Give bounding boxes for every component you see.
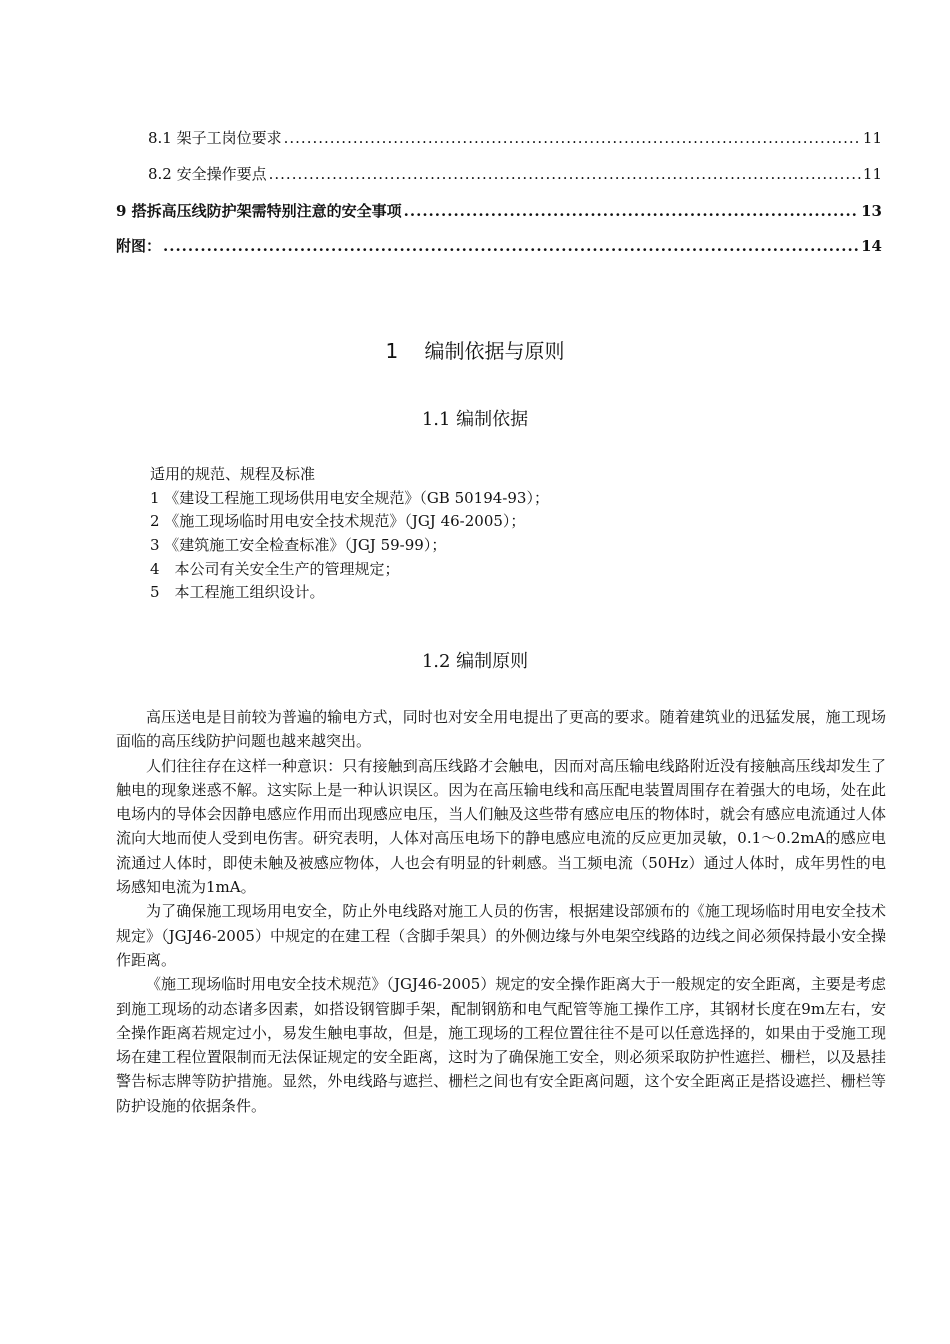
toc-entry-label: 8.2 安全操作要点 <box>148 165 267 183</box>
toc-leader-dots <box>163 236 859 256</box>
list-item: 4 本公司有关安全生产的管理规定； <box>150 559 400 578</box>
toc-entry-page: 11 <box>862 129 882 147</box>
paragraph: 为了确保施工现场用电安全，防止外电线路对施工人员的伤害，根据建设部颁布的《施工现场临时用电安全技术规定》（JGJ46-2005）中规定的在建工程（含脚手架具）的外侧边缘与外电架空线路的边线之间必须保持最小安全操作距离。 <box>116 902 886 969</box>
toc-leader-dots <box>269 164 861 184</box>
toc-entry-page: 14 <box>861 237 882 255</box>
subsection-heading-principles: 1.2 编制原则 <box>421 651 529 672</box>
section-heading: 1 编制依据与原则 <box>385 339 565 363</box>
toc-entry-label: 9 搭拆高压线防护架需特别注意的安全事项 <box>116 202 402 220</box>
toc-entry-page: 11 <box>862 165 882 183</box>
toc-leader-dots <box>284 128 861 148</box>
list-item: 1 《建设工程施工现场供用电安全规范》（GB 50194-93）； <box>150 488 549 507</box>
list-item: 2 《施工现场临时用电安全技术规范》（JGJ 46-2005）； <box>150 512 526 531</box>
subsection-heading-basis: 1.1 编制依据 <box>421 409 529 430</box>
standards-list <box>150 463 870 605</box>
list-item: 5 本工程施工组织设计。 <box>150 583 325 602</box>
toc-entry[interactable] <box>148 164 882 184</box>
paragraph: 高压送电是目前较为普遍的输电方式，同时也对安全用电提出了更高的要求。随着建筑业的迅猛发展，施工现场面临的高压线防护问题也越来越突出。 <box>116 708 886 751</box>
toc-entry[interactable] <box>148 128 882 148</box>
principles-body <box>116 705 886 1118</box>
paragraph: 《施工现场临时用电安全技术规范》（JGJ46-2005）规定的安全操作距离大于一般规定的安全距离，主要是考虑到施工现场的动态诸多因素，如搭设钢管脚手架，配制钢筋和电气配管等施工操作工序，其钢材长度在9m左右，安全操作距离若规定过小，易发生触电事故，但是，施工现场的工程位置往往不是可以任意选择的，如果由于受施工现场在建工程位置限制而无法保证规定的安全距离，这时为了确保施工安全，则必须采取防护性遮拦、栅栏，以及悬挂警告标志牌等防护措施。显然，外电线路与遮拦、栅栏之间也有安全距离问题，这个安全距离正是搭设遮拦、栅栏等防护设施的依据条件。 <box>116 975 886 1115</box>
toc-entry-label: 8.1 架子工岗位要求 <box>148 129 282 147</box>
toc-leader-dots <box>404 201 859 221</box>
toc-entry-page: 13 <box>861 202 882 220</box>
list-item: 3 《建筑施工安全检查标准》（JGJ 59-99）； <box>150 536 447 555</box>
toc-entry[interactable] <box>116 201 882 221</box>
toc-entry[interactable] <box>116 236 882 256</box>
paragraph: 人们往往存在这样一种意识：只有接触到高压线路才会触电，因而对高压输电线路附近没有接触高压线却发生了触电的现象迷惑不解。这实际上是一种认识误区。因为在高压输电线和高压配电装置周围存在着强大的电场，处在此电场内的导体会因静电感应作用而出现感应电压，当人们触及这些带有感应电压的物体时，就会有感应电流通过人体流向大地而使人受到电伤害。研究表明，人体对高压电场下的静电感应电流的反应更加灵敏，0.1～0.2mA的感应电流通过人体时，即使未触及被感应物体，人也会有明显的针刺感。当工频电流（50Hz）通过人体时，成年男性的电场感知电流为1mA。 <box>116 756 886 897</box>
list-item: 适用的规范、规程及标准 <box>150 465 316 483</box>
toc-entry-label: 附图： <box>116 237 162 255</box>
